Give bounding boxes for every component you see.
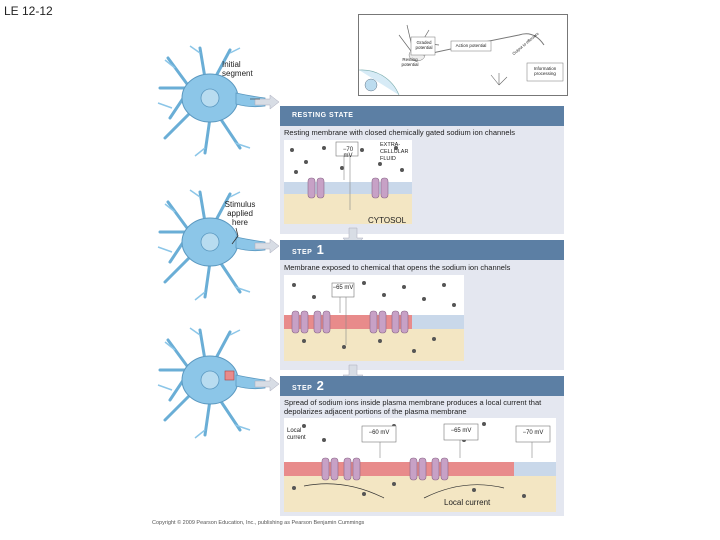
local-current-left-label: Local current	[287, 428, 306, 441]
step2-voltmeter-left: −60 mV	[368, 430, 390, 436]
step1-voltmeter-reading: −65 mV	[332, 285, 354, 291]
extracellular-fluid-label: EXTRA-CELLULAR FLUID	[380, 142, 409, 162]
step1-header	[280, 240, 564, 260]
step1-number: 1	[316, 242, 325, 257]
step2-title: STEP	[292, 385, 313, 392]
resting-state-title: RESTING STATE	[292, 112, 354, 119]
resting-voltmeter-reading: −70 mV	[342, 147, 354, 159]
initial-segment-label: Initial segment	[222, 60, 253, 78]
local-current-bottom-label: Local current	[444, 498, 491, 507]
step2-voltmeter-middle: −65 mV	[450, 428, 472, 434]
step1-caption: Membrane exposed to chemical that opens the sodium ion channels	[284, 263, 511, 272]
copyright-notice: Copyright © 2009 Pearson Education, Inc., publishing as Pearson Benjamin Cummings	[152, 520, 365, 526]
step2-number: 2	[316, 378, 325, 393]
resting-membrane-diagram	[284, 140, 444, 230]
cytosol-label: CYTOSOL	[368, 216, 407, 225]
resting-state-header	[280, 106, 564, 126]
graded-potential-label: Graded potential	[415, 40, 433, 50]
step2-voltmeter-right: −70 mV	[522, 430, 544, 436]
step1-membrane-diagram	[284, 275, 464, 365]
action-potential-label: Action potential	[455, 43, 487, 48]
neuron-step2	[158, 328, 265, 438]
information-processing-label: Information processing	[533, 66, 557, 76]
inset-arc-label: Output to effectors	[511, 31, 540, 56]
resting-potential-label: Resting potential	[401, 57, 419, 67]
step2-caption: Spread of sodium ions inside plasma membrane produces a local current that depolarizes adjacent portions of the plasma membrane	[284, 398, 542, 416]
step2-header	[280, 376, 564, 396]
resting-caption: Resting membrane with closed chemically gated sodium ion channels	[284, 128, 515, 137]
figure-label: LE 12-12	[4, 4, 53, 18]
step1-title: STEP	[292, 249, 313, 256]
stimulus-label: Stimulus applied here	[224, 200, 256, 227]
